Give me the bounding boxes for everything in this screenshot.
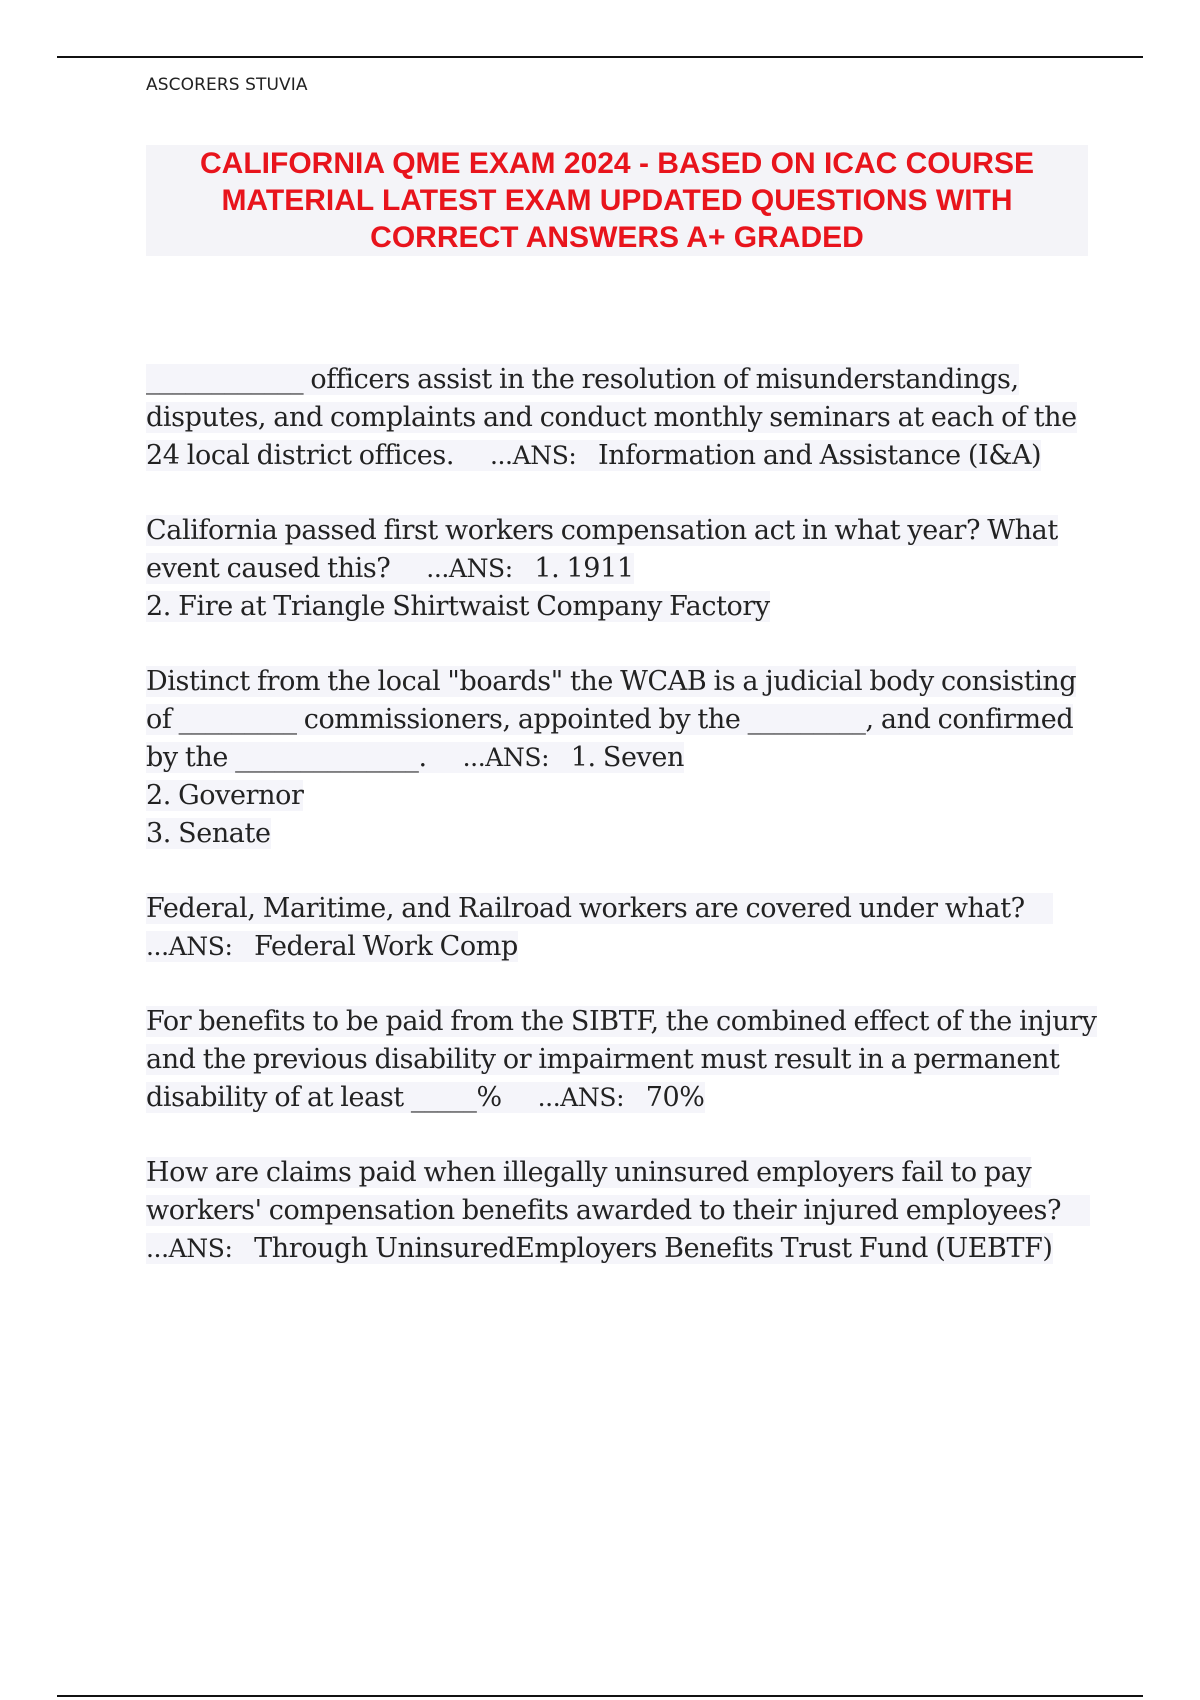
page-header-label: ASCORERS STUVIA [146, 75, 308, 95]
question-text: . [418, 742, 427, 773]
answer-tag: ...ANS: [146, 932, 233, 961]
qa-list [146, 361, 1106, 1305]
answer-tag: ...ANS: [489, 441, 577, 470]
qa-item [146, 512, 1106, 626]
question-text: commissioners, appointed by the [296, 704, 748, 735]
question-text: , and confirmed by the [146, 704, 1074, 773]
document-title-box [146, 145, 1088, 256]
question-text: Federal, Maritime, and Railroad workers are covered under what? [146, 893, 1025, 924]
answer-line: 1. 1911 [534, 553, 634, 584]
question-blank: _________ [178, 704, 297, 735]
answer-text: 70% [645, 1082, 705, 1113]
question-suffix: % [476, 1082, 502, 1113]
answer-line: 1. Seven [570, 742, 684, 773]
page-top-rule [57, 56, 1143, 58]
qa-item [146, 1154, 1106, 1268]
answer-line: 2. Fire at Triangle Shirtwaist Company Factory [146, 591, 770, 622]
answer-tag: ...ANS: [537, 1083, 625, 1112]
question-blank: _________ [747, 704, 866, 735]
question-blank: ______________ [235, 742, 419, 773]
answer-tag: ...ANS: [426, 554, 513, 583]
document-title: CALIFORNIA QME EXAM 2024 - BASED ON ICAC COURSE MATERIAL LATEST EXAM UPDATED QUESTIONS WITH CORRECT ANSWERS A+ GRADED [200, 147, 1034, 254]
question-text: How are claims paid when illegally uninsured employers fail to pay workers' compensation benefits awarded to their injured employees? [146, 1157, 1062, 1226]
qa-item [146, 361, 1106, 475]
question-blank: _____ [410, 1082, 477, 1113]
qa-item [146, 890, 1106, 966]
answer-text: Through UninsuredEmployers Benefits Trust Fund (UEBTF) [254, 1233, 1053, 1264]
qa-item [146, 663, 1106, 853]
question-text: California passed first workers compensation act in what year? What event caused this? [146, 515, 1058, 584]
answer-line: 3. Senate [146, 818, 271, 849]
question-text: For benefits to be paid from the SIBTF, the combined effect of the injury and the previous disability or impairment must result in a permanent disability of at least [146, 1006, 1097, 1113]
answer-line: 2. Governor [146, 780, 304, 811]
question-text: officers assist in the resolution of misunderstandings, disputes, and complaints and conduct monthly seminars at each of the 24 local district offices. [146, 364, 1077, 471]
answer-text: Federal Work Comp [254, 931, 518, 962]
qa-item [146, 1003, 1106, 1117]
answer-tag: ...ANS: [146, 1234, 233, 1263]
answer-text: Information and Assistance (I&A) [598, 440, 1042, 471]
question-text: Distinct from the local "boards" the WCAB is a judicial body consisting of [146, 666, 1077, 735]
question-blank: ____________ [146, 364, 304, 395]
page-bottom-rule [57, 1695, 1143, 1697]
answer-tag: ...ANS: [462, 743, 550, 772]
